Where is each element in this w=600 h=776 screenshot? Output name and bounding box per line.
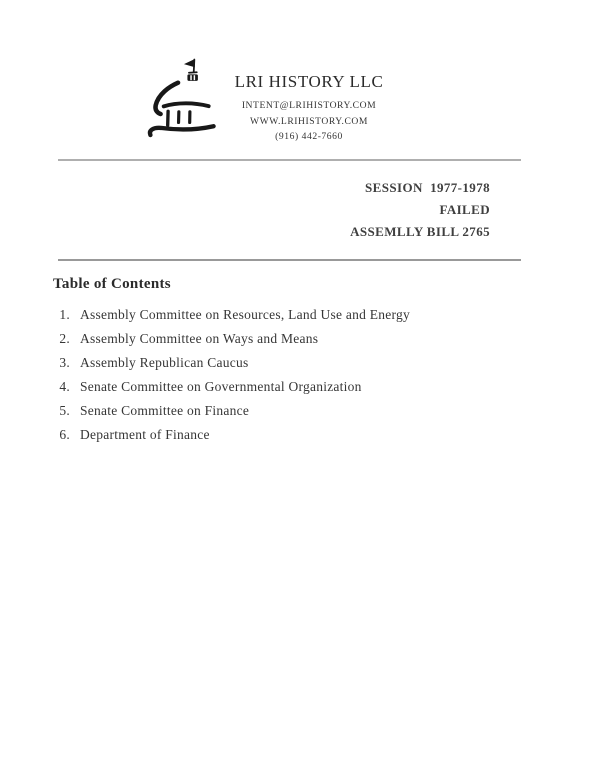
toc-item-number: 2.: [59, 331, 70, 346]
letterhead-text: [233, 72, 385, 145]
toc-item: [53, 351, 523, 375]
company-website: WWW.LRIHISTORY.COM: [250, 115, 368, 127]
letterhead: [145, 56, 385, 145]
toc-item-number: 5.: [59, 403, 70, 418]
toc-item: [53, 399, 523, 423]
capitol-dome-logo-icon: [145, 56, 219, 142]
session-line: SESSION 1977-1978: [365, 180, 490, 195]
toc-item: [53, 423, 523, 447]
toc-title: Table of Contents: [53, 276, 171, 292]
toc-item-number: 6.: [59, 427, 70, 442]
toc-item-label: Senate Committee on Governmental Organization: [80, 379, 362, 394]
toc-item-number: 3.: [59, 355, 70, 370]
status-line: FAILED: [439, 202, 490, 217]
toc-item-label: Assembly Committee on Resources, Land Use and Energy: [80, 307, 410, 322]
toc-item: [53, 327, 523, 351]
toc-item-number: 4.: [59, 379, 70, 394]
toc-item-label: Assembly Republican Caucus: [80, 355, 249, 370]
toc-item-number: 1.: [59, 307, 70, 322]
toc-list: [53, 303, 523, 447]
divider-top: [58, 159, 521, 161]
bill-line: ASSEMLLY BILL 2765: [350, 224, 490, 239]
toc-item: [53, 303, 523, 327]
session-info: [200, 177, 490, 243]
company-email: INTENT@LRIHISTORY.COM: [241, 100, 377, 111]
toc-item-label: Department of Finance: [80, 427, 210, 442]
company-name: LRI HISTORY LLC: [234, 72, 384, 91]
company-phone: (916) 442-7660: [275, 131, 343, 142]
divider-bottom: [58, 259, 521, 261]
toc-item: [53, 375, 523, 399]
toc-item-label: Senate Committee on Finance: [80, 403, 250, 418]
toc-item-label: Assembly Committee on Ways and Means: [80, 331, 319, 346]
